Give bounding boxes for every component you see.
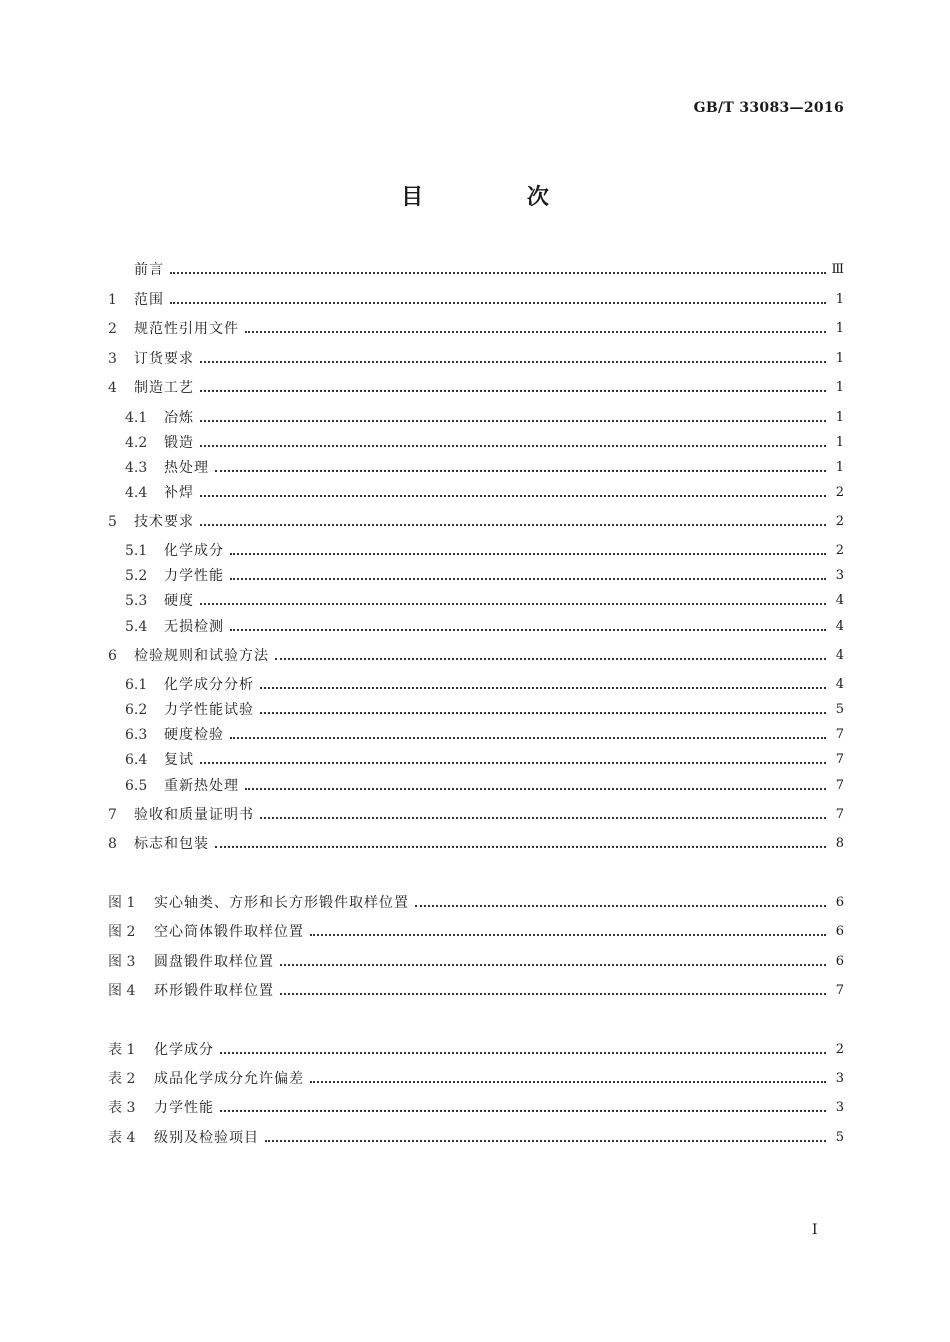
toc-entry-page: 8 bbox=[835, 836, 844, 851]
toc-entry[interactable] bbox=[125, 483, 844, 503]
toc-entry-title: 前言 bbox=[134, 262, 164, 278]
figures-entry[interactable] bbox=[108, 952, 844, 972]
dot-leader bbox=[280, 981, 826, 1001]
toc-entry-page: 2 bbox=[835, 543, 844, 558]
toc-entry-title: 力学性能试验 bbox=[164, 702, 254, 718]
toc-entry[interactable] bbox=[125, 433, 844, 453]
tables-entry-title: 化学成分 bbox=[154, 1042, 214, 1058]
toc-entry-number: 4.4 bbox=[125, 485, 148, 501]
toc-entry-title: 技术要求 bbox=[134, 514, 194, 530]
toc-entry-title: 热处理 bbox=[164, 460, 209, 476]
figures-entry-page: 6 bbox=[835, 924, 844, 939]
toc-entry-page: 7 bbox=[835, 727, 844, 742]
toc-entry[interactable] bbox=[108, 512, 844, 532]
dot-leader bbox=[220, 1040, 826, 1060]
figures-entry-page: 7 bbox=[835, 983, 844, 998]
tables-entry[interactable] bbox=[108, 1098, 844, 1118]
dot-leader bbox=[260, 805, 826, 825]
tables-entry-page: 3 bbox=[835, 1071, 844, 1086]
dot-leader bbox=[215, 834, 826, 854]
dot-leader bbox=[200, 591, 826, 611]
toc-entry[interactable] bbox=[108, 319, 844, 339]
figures-entry-title: 实心轴类、方形和长方形锻件取样位置 bbox=[154, 895, 409, 911]
toc-entry-title: 标志和包装 bbox=[134, 836, 209, 852]
toc-entry-title: 范围 bbox=[134, 292, 164, 308]
toc-entry-page: 3 bbox=[835, 568, 844, 583]
dot-leader bbox=[200, 433, 826, 453]
dot-leader bbox=[310, 1069, 826, 1089]
toc-entry-title: 无损检测 bbox=[164, 619, 224, 635]
dot-leader bbox=[230, 725, 826, 745]
toc-entry-title: 力学性能 bbox=[164, 568, 224, 584]
tables-entry-page: 2 bbox=[835, 1042, 844, 1057]
page-number: I bbox=[812, 1222, 818, 1238]
toc-entry[interactable] bbox=[108, 290, 844, 310]
figures-entry-title: 环形锻件取样位置 bbox=[154, 983, 274, 999]
tables-entry[interactable] bbox=[108, 1040, 844, 1060]
toc-title: 目 次 bbox=[401, 185, 597, 210]
dot-leader bbox=[200, 408, 826, 428]
dot-leader bbox=[200, 483, 826, 503]
tables-entry-title: 级别及检验项目 bbox=[154, 1130, 259, 1146]
toc-entry-title: 检验规则和试验方法 bbox=[134, 648, 269, 664]
figures-entry-title: 空心筒体锻件取样位置 bbox=[154, 924, 304, 940]
dot-leader bbox=[215, 458, 826, 478]
dot-leader bbox=[260, 675, 826, 695]
toc-entry-page: 1 bbox=[835, 460, 844, 475]
toc-entry-page: 7 bbox=[835, 778, 844, 793]
toc-entry[interactable] bbox=[125, 566, 844, 586]
toc-entry[interactable] bbox=[125, 591, 844, 611]
toc-entry-title: 冶炼 bbox=[164, 410, 194, 426]
toc-entry-page: 1 bbox=[835, 380, 844, 395]
tables-entry-number: 表 1 bbox=[108, 1042, 136, 1058]
toc-entry-number: 4.2 bbox=[125, 435, 148, 451]
toc-entry-number: 6 bbox=[108, 648, 117, 664]
toc-entry[interactable] bbox=[108, 349, 844, 369]
figures-entry-number: 图 3 bbox=[108, 954, 136, 970]
toc-entry-page: 2 bbox=[835, 514, 844, 529]
toc-entry-page: 2 bbox=[835, 485, 844, 500]
toc-entry[interactable] bbox=[108, 260, 844, 280]
toc-entry-number: 6.3 bbox=[125, 727, 148, 743]
dot-leader bbox=[310, 922, 826, 942]
toc-entry-page: 7 bbox=[835, 807, 844, 822]
toc-entry-number: 5.1 bbox=[125, 543, 148, 559]
figures-entry-number: 图 4 bbox=[108, 983, 136, 999]
figures-entry-page: 6 bbox=[835, 954, 844, 969]
toc-entry-number: 6.4 bbox=[125, 752, 148, 768]
toc-entry[interactable] bbox=[125, 458, 844, 478]
dot-leader bbox=[245, 319, 826, 339]
dot-leader bbox=[265, 1128, 826, 1148]
tables-entry[interactable] bbox=[108, 1128, 844, 1148]
tables-entry-number: 表 3 bbox=[108, 1100, 136, 1116]
tables-entry[interactable] bbox=[108, 1069, 844, 1089]
tables-entry-number: 表 2 bbox=[108, 1071, 136, 1087]
dot-leader bbox=[200, 378, 826, 398]
figures-entry-number: 图 1 bbox=[108, 895, 136, 911]
toc-entry-page: Ⅲ bbox=[831, 262, 844, 277]
toc-entry-page: 1 bbox=[835, 435, 844, 450]
figures-entry[interactable] bbox=[108, 893, 844, 913]
toc-entry[interactable] bbox=[125, 750, 844, 770]
tables-entry-number: 表 4 bbox=[108, 1130, 136, 1146]
figures-entry-page: 6 bbox=[835, 895, 844, 910]
toc-entry-number: 5 bbox=[108, 514, 117, 530]
toc-entry-number: 2 bbox=[108, 321, 117, 337]
toc-entry-title: 补焊 bbox=[164, 485, 194, 501]
standard-code: GB/T 33083—2016 bbox=[693, 100, 844, 116]
toc-entry-number: 5.4 bbox=[125, 619, 148, 635]
toc-entry[interactable] bbox=[125, 541, 844, 561]
dot-leader bbox=[245, 776, 826, 796]
dot-leader bbox=[170, 260, 826, 280]
toc-entry-number: 5.3 bbox=[125, 593, 148, 609]
dot-leader bbox=[200, 349, 826, 369]
toc-entry-number: 4.1 bbox=[125, 410, 148, 426]
tables-entry-title: 成品化学成分允许偏差 bbox=[154, 1071, 304, 1087]
figures-entry-number: 图 2 bbox=[108, 924, 136, 940]
dot-leader bbox=[260, 700, 826, 720]
toc-entry[interactable] bbox=[125, 675, 844, 695]
toc-entry-number: 6.1 bbox=[125, 677, 148, 693]
toc-entry[interactable] bbox=[108, 805, 844, 825]
toc-entry[interactable] bbox=[108, 378, 844, 398]
toc-entry-number: 8 bbox=[108, 836, 117, 852]
toc-entry-title: 硬度 bbox=[164, 593, 194, 609]
toc-entry-page: 5 bbox=[835, 702, 844, 717]
toc-entry-number: 7 bbox=[108, 807, 117, 823]
dot-leader bbox=[280, 952, 826, 972]
toc-entry-title: 硬度检验 bbox=[164, 727, 224, 743]
tables-entry-title: 力学性能 bbox=[154, 1100, 214, 1116]
toc-entry-number: 6.5 bbox=[125, 778, 148, 794]
figures-entry[interactable] bbox=[108, 922, 844, 942]
toc-entry-number: 4 bbox=[108, 380, 117, 396]
tables-entry-page: 3 bbox=[835, 1100, 844, 1115]
toc-entry[interactable] bbox=[125, 700, 844, 720]
toc-entry-page: 1 bbox=[835, 410, 844, 425]
toc-entry-title: 验收和质量证明书 bbox=[134, 807, 254, 823]
toc-entry-title: 化学成分 bbox=[164, 543, 224, 559]
figures-entry[interactable] bbox=[108, 981, 844, 1001]
toc-entry-page: 1 bbox=[835, 321, 844, 336]
toc-entry-page: 1 bbox=[835, 351, 844, 366]
toc-entry-number: 4.3 bbox=[125, 460, 148, 476]
toc-entry-title: 复试 bbox=[164, 752, 194, 768]
dot-leader bbox=[200, 512, 826, 532]
dot-leader bbox=[200, 750, 826, 770]
tables-entry-page: 5 bbox=[835, 1130, 844, 1145]
toc-entry[interactable] bbox=[125, 725, 844, 745]
toc-entry[interactable] bbox=[125, 617, 844, 637]
toc-entry[interactable] bbox=[108, 646, 844, 666]
dot-leader bbox=[230, 541, 826, 561]
toc-entry-title: 化学成分分析 bbox=[164, 677, 254, 693]
toc-entry[interactable] bbox=[108, 834, 844, 854]
dot-leader bbox=[220, 1098, 826, 1118]
dot-leader bbox=[170, 290, 826, 310]
toc-entry-title: 订货要求 bbox=[134, 351, 194, 367]
toc-entry-page: 7 bbox=[835, 752, 844, 767]
toc-entry-number: 3 bbox=[108, 351, 117, 367]
toc-entry-page: 4 bbox=[835, 648, 844, 663]
toc-entry-title: 重新热处理 bbox=[164, 778, 239, 794]
dot-leader bbox=[275, 646, 826, 666]
toc-entry-number: 1 bbox=[108, 292, 117, 308]
toc-entry-page: 4 bbox=[835, 677, 844, 692]
figures-entry-title: 圆盘锻件取样位置 bbox=[154, 954, 274, 970]
toc-entry-number: 5.2 bbox=[125, 568, 148, 584]
toc-entry-title: 锻造 bbox=[164, 435, 194, 451]
dot-leader bbox=[415, 893, 826, 913]
toc-entry-title: 规范性引用文件 bbox=[134, 321, 239, 337]
toc-entry-page: 4 bbox=[835, 619, 844, 634]
toc-entry[interactable] bbox=[125, 408, 844, 428]
toc-entry[interactable] bbox=[125, 776, 844, 796]
toc-entry-number: 6.2 bbox=[125, 702, 148, 718]
dot-leader bbox=[230, 617, 826, 637]
toc-entry-page: 4 bbox=[835, 593, 844, 608]
toc-entry-page: 1 bbox=[835, 292, 844, 307]
toc-entry-title: 制造工艺 bbox=[134, 380, 194, 396]
dot-leader bbox=[230, 566, 826, 586]
